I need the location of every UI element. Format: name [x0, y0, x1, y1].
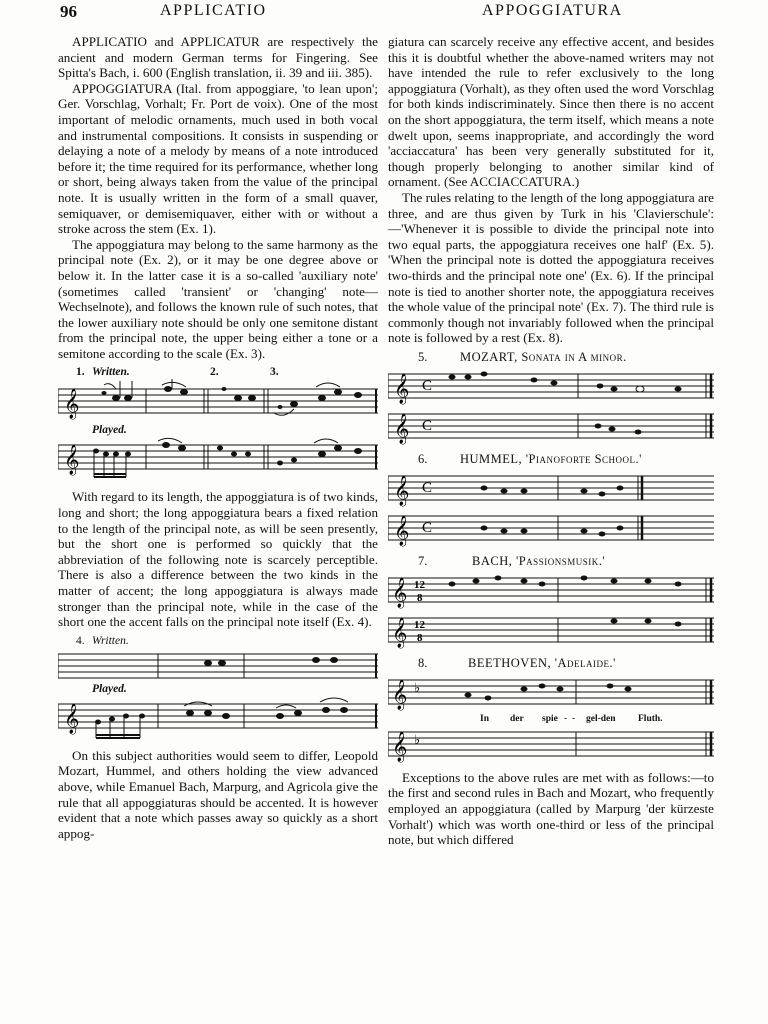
example-6-title: 6. HUMMEL, 'Pianoforte School.' — [418, 451, 642, 466]
staff-ex8-written — [388, 672, 714, 712]
svg-text:C: C — [422, 417, 433, 434]
page-number: 96 — [60, 2, 77, 21]
paragraph-rules: The rules relating to the length of the long appoggiatura are three, and are thus given by Turk in his 'Clavierschule':—'Whenever it is possible to divide the principal note into two equal parts, the appoggiatura receives one half' (Ex. 5). 'When the principal note is dotted the appoggiatura receives two-thirds and the principal note one' (Ex. 6). If the principal note is tied to another shorter note, the appoggiatura receives the whole value of the principal note' (Ex. 7). The third rule is commonly though not invariably followed when the principal note is followed by a rest (Ex. 8). — [388, 189, 714, 346]
svg-text:12: 12 — [414, 618, 425, 631]
svg-text:𝄞: 𝄞 — [64, 445, 80, 475]
running-head-left: APPLICATIO — [160, 2, 267, 19]
music-example-6 — [388, 452, 714, 548]
treble-clef: 𝄞 — [64, 389, 80, 419]
paragraph-exceptions: Exceptions to the above rules are met with as follows:—to the first and second rules in Bach and Mozart, who frequently employed an appoggiatura (called by Marpurg 'der kürzeste Vorhalt') which was worth one-third or less of the principal note, but which differed — [388, 769, 714, 848]
staff-ex8-played — [388, 724, 714, 764]
example-5-title: 5. MOZART, Sonata in A minor. — [418, 349, 627, 364]
svg-text:8: 8 — [417, 591, 423, 604]
left-column — [58, 34, 378, 841]
music-example-4 — [58, 634, 378, 742]
page-header — [0, 2, 768, 26]
staff-ex4-written — [58, 648, 378, 682]
paragraph-accent-continuation: giatura can scarcely receive any effective accent, and besides this it is doubtful whether the above-named writers may not have intended the rule to refer exclusively to the long appoggiatura (Vorhalt), as they often used the word Vorschlag for both kinds indiscriminately. Since then there is no accent on the short appoggiatura, the term itself, which means a note dwelt upon, seems inappropriate, and accordingly the word 'acciaccatura' has been very generally substituted for it, though properly belonging to another similar kind of ornament. (See ACCIACCATURA.) — [388, 34, 714, 190]
svg-text:𝄞: 𝄞 — [394, 475, 410, 505]
svg-text:C: C — [422, 479, 433, 496]
paragraph-length: With regard to its length, the appoggiatura is of two kinds, long and short; the long appoggiatura bears a fixed relation to the length of the principal note, as will be seen presently, but the short one is performed so quickly that the abbreviation of the following note is scarcely perceptible. There is also a difference between the two kinds in the matter of accent; the long appoggiatura is always made stronger than the principal note, while in the case of the short one the accent falls on the principal note itself (Ex. 4). — [58, 489, 378, 630]
paragraph-applicatio: APPLICATIO and APPLICATUR are respectively the ancient and modern German terms for Fingering. See Spitta's Bach, i. 600 (English translation, ii. 39 and iii. 385). — [58, 34, 378, 81]
staff-ex7-written — [388, 570, 714, 610]
music-example-8 — [388, 656, 714, 764]
example-labels: 1. Written. 2. 3. — [76, 366, 279, 379]
staff-written — [58, 379, 378, 423]
svg-text:8: 8 — [417, 631, 423, 644]
svg-text:♭: ♭ — [414, 731, 421, 747]
staff-ex6-written — [388, 468, 714, 508]
example-7-title: 7. BACH, 'Passionsmusik.' — [418, 553, 606, 568]
svg-text:C: C — [422, 377, 433, 394]
svg-text:C: C — [422, 519, 433, 536]
right-column — [388, 34, 714, 848]
svg-text:𝄞: 𝄞 — [392, 679, 408, 709]
staff-ex5-written — [388, 366, 714, 406]
svg-text:𝄞: 𝄞 — [64, 703, 80, 733]
svg-text:𝄞: 𝄞 — [394, 515, 410, 545]
svg-text:𝄞: 𝄞 — [394, 373, 410, 403]
staff-ex4-played — [58, 696, 378, 742]
music-example-7 — [388, 554, 714, 650]
svg-text:𝄞: 𝄞 — [392, 577, 408, 607]
flat-sign: ♭ — [414, 679, 421, 695]
played-label: Played. — [92, 424, 127, 437]
staff-ex6-played — [388, 508, 714, 548]
lyrics-line: In der spie - - gel-den Fluth. — [480, 713, 663, 724]
example-4-labels: 4. Written. — [76, 634, 129, 647]
paragraph-authorities: On this subject authorities would seem to differ, Leopold Mozart, Hummel, and others holding the view advanced above, while Emanuel Bach, Marpurg, and Agricola give the rule that all appoggiaturas should be accented. It is however evident that a note which passes away so quickly as a short appog- — [58, 747, 378, 841]
running-head-right: APPOGGIATURA — [482, 2, 623, 19]
staff-ex7-played — [388, 610, 714, 650]
paragraph-appoggiatura-definition: APPOGGIATURA (Ital. from appoggiare, 'to lean upon'; Ger. Vorschlag, Vorhalt; Fr. Port de voix). One of the most important of melodic ornaments, much used in both vocal and instrumental compositions. It consists in suspending or delaying a note of a melody by means of a note introduced before it; the time required for its performance, whether long or short, being always taken from the value of the principal note. It is usually written in the form of a small quaver, semiquaver, or demisemiquaver, either with or without a stroke across the stem (Ex. 1). — [58, 80, 378, 237]
svg-text:𝄞: 𝄞 — [392, 617, 408, 647]
example-8-title: 8. BEETHOVEN, 'Adelaide.' — [418, 655, 616, 670]
music-example-5 — [388, 350, 714, 446]
svg-text:𝄞: 𝄞 — [392, 731, 408, 761]
staff-ex5-played — [388, 406, 714, 446]
played-label-ex4: Played. — [92, 682, 127, 695]
staff-played — [58, 437, 378, 483]
svg-text:12: 12 — [414, 578, 425, 591]
paragraph-auxiliary-note: The appoggiatura may belong to the same harmony as the principal note (Ex. 2), or it may be one degree above or below it. In the latter case it is a so-called 'auxiliary note' (sometimes called 'transient' or 'changing' note—Wechselnote), and follows the known rule of such notes, that the lower auxiliary note should be only one semitone distant from the principal note, the upper being either a tone or a semitone according to the scale (Ex. 3). — [58, 236, 378, 361]
music-example-1-3 — [58, 365, 378, 483]
svg-text:𝄞: 𝄞 — [394, 413, 410, 443]
